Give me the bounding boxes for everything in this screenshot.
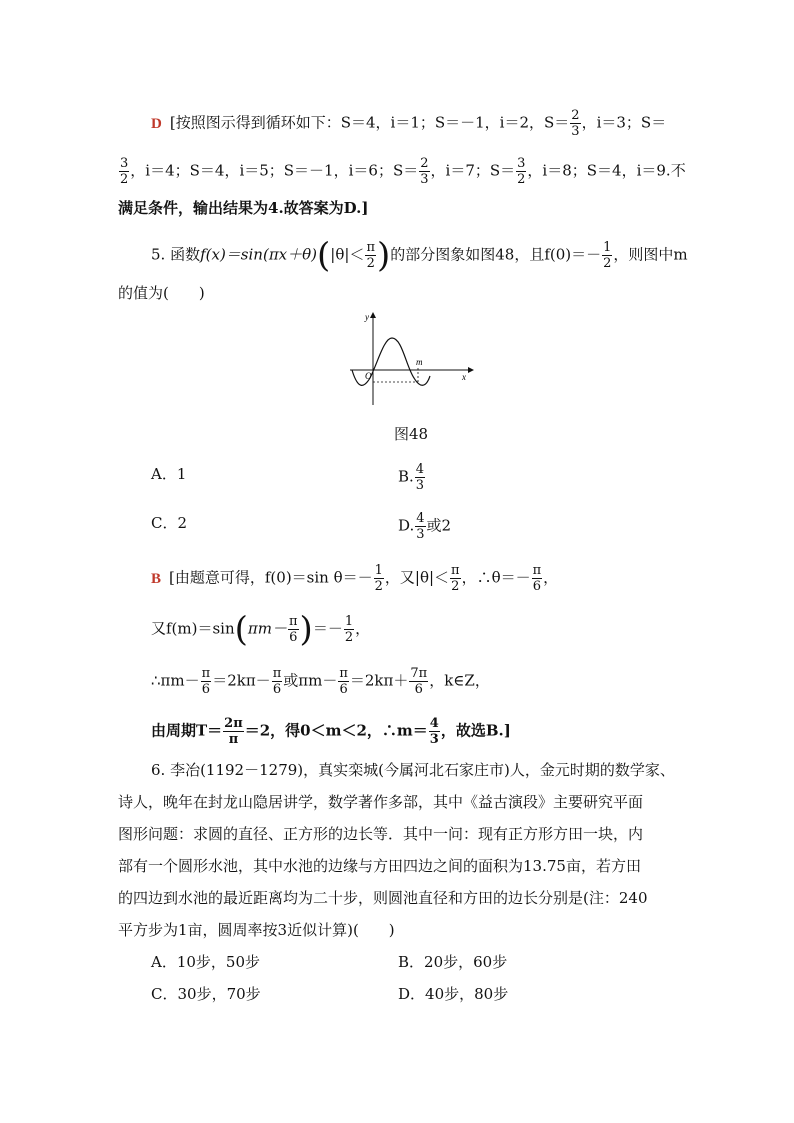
q4-frac-4: $\frac{3}{2}$ [517, 156, 526, 187]
figure-caption: 图48 [394, 425, 429, 443]
q5-option-b: B. $\frac{4}{3}$ [398, 462, 425, 493]
q5-stem-c: ，则图中m [613, 245, 688, 264]
q4-text-2a: ，i＝4；S＝4，i＝5；S＝－1，i＝6；S＝ [130, 161, 419, 180]
q6-option-a: A．10步，50步 [151, 953, 261, 971]
q5-option-d-frac: $\frac{4}{3}$ [416, 511, 425, 542]
q5-graph-figure [340, 310, 480, 410]
q5-answer-line-3: ∴πm－ $\frac{\pi}{6}$ ＝2kπ－ $\frac{\pi}{6}$ 或πm－ $\frac{\pi}{6}$ ＝2kπ＋ $\frac{7\pi}{6}$ ，k∈Z， [151, 666, 490, 697]
q4-frac-1: $\frac{2}{3}$ [571, 108, 580, 139]
q4-answer-line-1 [151, 108, 666, 139]
q4-text-2b: ，i＝7；S＝ [430, 161, 516, 180]
q5-stem-line-2: 的值为( ) [118, 284, 205, 302]
q4-answer-line-3: 满足条件，输出结果为4.故答案为D.] [118, 199, 369, 217]
q6-line-4: 部有一个圆形水池，其中水池的边缘与方田四边之间的面积为13.75亩，若方田 [118, 857, 641, 875]
q5-answer-line-4: 由周期T＝ $\frac{2\pi}{\pi}$ ＝2，得0＜m＜2，∴m＝ $\frac{4}{3}$ ，故选B.] [151, 716, 511, 747]
q6-line-3: 图形问题：求圆的直径、正方形的边长等．其中一问：现有正方形方田一块，内 [118, 825, 644, 843]
q4-frac-3: $\frac{2}{3}$ [420, 156, 429, 187]
q5-function: f(x)＝sin(πx＋θ) [200, 245, 318, 264]
q6-option-c: C．30步，70步 [151, 985, 261, 1003]
x-axis-label: x [462, 372, 466, 382]
q5-option-a: A．1 [151, 465, 187, 483]
q4-text-1a: [按照图示得到循环如下：S＝4，i＝1；S＝－1，i＝2，S＝ [169, 113, 570, 132]
q6-line-1: 6. 李冶(1192－1279)，真实栾城(今属河北石家庄市)人，金元时期的数学家、 [151, 761, 675, 779]
q4-answer-letter: D [151, 115, 162, 132]
y-axis-label: y [365, 312, 369, 322]
q4-frac-2: $\frac{3}{2}$ [120, 156, 129, 187]
q5-stem-a: 5. 函数 [151, 245, 201, 264]
q5-answer-line-1: B [由题意可得，f(0)＝sin θ＝－ $\frac{1}{2}$ ，又|θ|＜ $\frac{\pi}{2}$ ，∴θ＝－ $\frac{\pi}{6}$ ， [151, 563, 559, 594]
q5-cond-frac: $\frac{\pi}{2}$ [366, 240, 375, 271]
q5-answer-letter: B [151, 570, 162, 587]
q5-condition: |θ|＜ [330, 245, 365, 264]
q6-line-2: 诗人，晚年在封龙山隐居讲学，数学著作多部，其中《益古演段》主要研究平面 [118, 793, 644, 811]
q5-half-frac: $\frac{1}{2}$ [603, 240, 612, 271]
q6-option-d: D．40步，80步 [398, 985, 509, 1003]
q6-option-b: B．20步，60步 [398, 953, 508, 971]
q5-answer-line-2: 又f(m)＝sin(πm－ $\frac{\pi}{6}$ )＝－ $\frac{1}{2}$ ， [151, 609, 371, 650]
q5-option-c: C．2 [151, 514, 188, 532]
q4-answer-line-2 [118, 156, 686, 187]
q5-option-b-frac: $\frac{4}{3}$ [415, 462, 425, 493]
m-label: m [416, 357, 423, 367]
q4-text-1b: ，i＝3；S＝ [581, 113, 667, 132]
origin-label: O [365, 371, 372, 381]
q5-option-d: D. $\frac{4}{3}$ 或2 [398, 511, 452, 542]
q4-text-2c: ，i＝8；S＝4，i＝9.不 [527, 161, 686, 180]
q6-line-5: 的四边到水池的最近距离均为二十步，则圆池直径和方田的边长分别是(注：240 [118, 889, 648, 907]
q5-stem-b: 的部分图象如图48，且f(0)＝－ [390, 245, 602, 264]
q5-stem-line-1: 5. 函数f(x)＝sin(πx＋θ)(|θ|＜ $\frac{\pi}{2}$ )的部分图象如图48，且f(0)＝－ $\frac{1}{2}$ ，则图中m [151, 235, 688, 276]
q6-line-6: 平方步为1亩，圆周率按3近似计算)( ) [118, 921, 395, 939]
